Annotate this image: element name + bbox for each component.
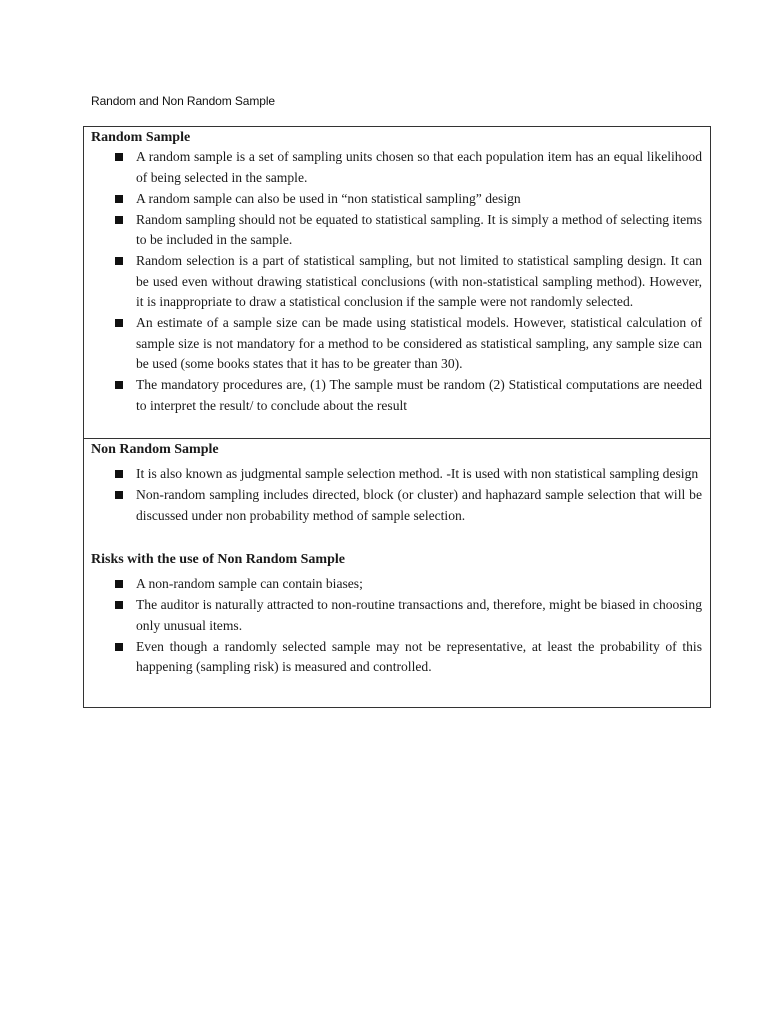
random-sample-heading: Random Sample [91,130,191,145]
list-item: A random sample is a set of sampling units chosen so that each population item has an equal likelihood of being selected in the sample. [136,147,702,188]
random-sample-list [91,147,702,416]
list-item: A non-random sample can contain biases; [136,574,702,595]
non-random-sample-heading: Non Random Sample [91,442,219,457]
risks-heading: Risks with the use of Non Random Sample [91,552,345,567]
non-random-sample-row [84,438,710,707]
list-item: The mandatory procedures are, (1) The sample must be random (2) Statistical computations are needed to interpret the result/ to conclude about the result [136,375,702,416]
list-item: It is also known as judgmental sample selection method. -It is used with non statistical sampling design [136,464,702,485]
list-item: The auditor is naturally attracted to non-routine transactions and, therefore, might be biased in choosing only unusual items. [136,595,702,636]
list-item: Random sampling should not be equated to statistical sampling. It is simply a method of selecting items to be included in the sample. [136,210,702,251]
list-item: Random selection is a part of statistical sampling, but not limited to statistical sampling design. It can be used even without drawing statistical conclusions (with non-statistical sampling method). However, it is inappropriate to draw a statistical conclusion if the sample were not randomly selected. [136,251,702,313]
risks-list [91,574,702,678]
random-sample-row [84,127,710,438]
content-table [83,126,711,708]
list-item: Even though a randomly selected sample may not be representative, at least the probability of this happening (sampling risk) is measured and controlled. [136,637,702,678]
list-item: An estimate of a sample size can be made using statistical models. However, statistical calculation of sample size is not mandatory for a method to be considered as statistical sampling, any sample size can be used (some books states that it has to be greater than 30). [136,313,702,375]
list-item: A random sample can also be used in “non statistical sampling” design [136,189,702,210]
non-random-sample-list [91,464,702,526]
list-item: Non-random sampling includes directed, block (or cluster) and haphazard sample selection that will be discussed under non probability method of sample selection. [136,485,702,526]
document-title: Random and Non Random Sample [91,94,275,108]
